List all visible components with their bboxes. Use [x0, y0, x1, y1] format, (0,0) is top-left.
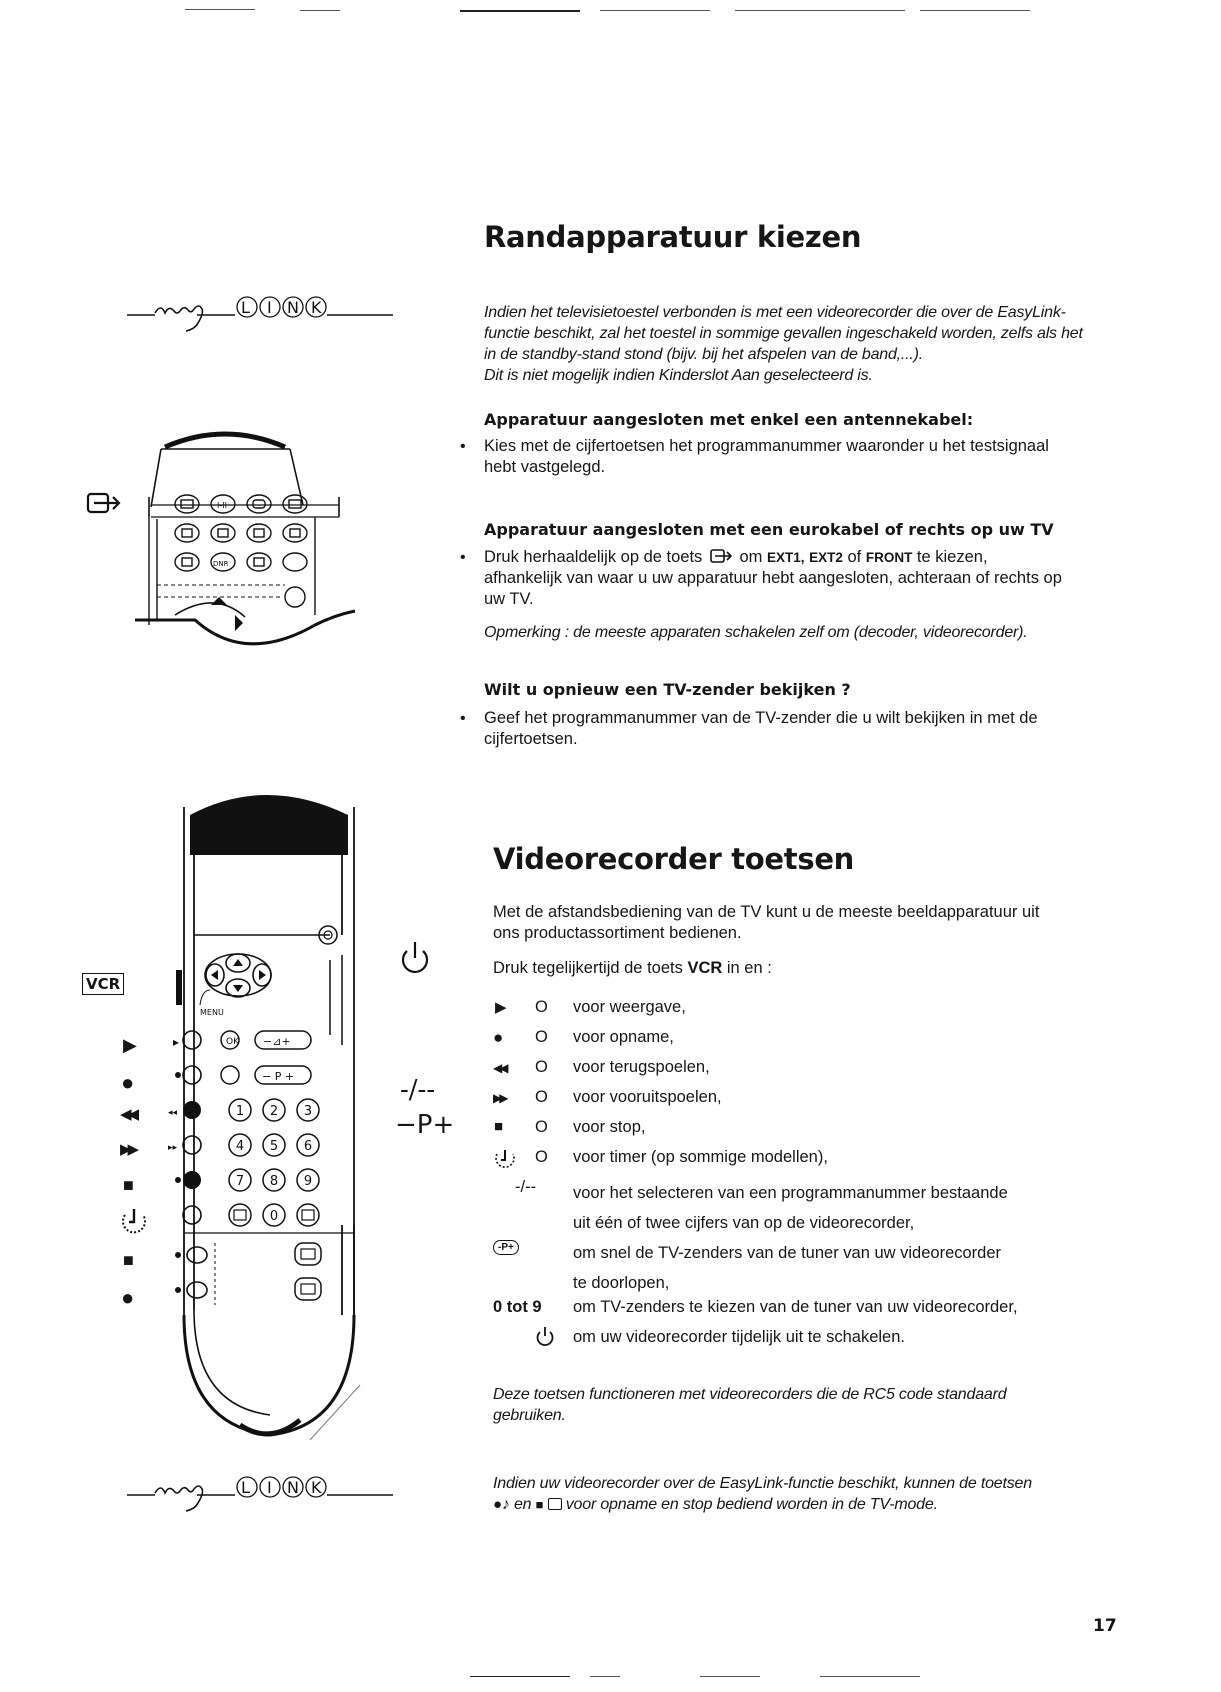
record-icon: ●: [121, 1070, 135, 1095]
press-post: in en :: [726, 959, 772, 977]
section1-title: Randapparatuur kiezen: [484, 220, 862, 254]
easylink-logo-bottom: [125, 1475, 395, 1520]
intro-line: Dit is niet mogelijk indien Kinderslot Aan geselecteerd is.: [484, 367, 873, 384]
sub2-line1: [484, 547, 1144, 568]
scan-marks-top: [0, 0, 1221, 20]
stop-icon: ■: [535, 1497, 544, 1512]
vcr-label: [82, 973, 124, 995]
record-icon: ●: [121, 1285, 135, 1310]
svg-text:K: K: [311, 298, 322, 317]
digit-key-label: 4: [235, 1139, 245, 1154]
svg-text:L: L: [241, 298, 250, 317]
easylink-post: voor opname en stop bediend worden in de TV-mode.: [565, 1496, 938, 1513]
row-text: voor weergave,: [573, 998, 686, 1016]
p-key-icon: [493, 1240, 519, 1255]
svg-text:◂◂: ◂◂: [168, 1108, 178, 1118]
digits-label: 0 tot 9: [493, 1298, 542, 1316]
intro-line: ons productassortiment bedienen.: [493, 924, 742, 942]
top-remote-key-label: I-II: [217, 501, 227, 510]
tv-square-icon: [548, 1498, 562, 1510]
bullet-line: hebt vastgelegd.: [484, 458, 606, 476]
svg-text:L: L: [241, 1478, 250, 1497]
power-icon: [535, 1326, 555, 1348]
row-text: voor stop,: [573, 1118, 646, 1136]
top-remote-key-label: DNR: [213, 560, 229, 568]
dash-key-side-label: -/--: [400, 1075, 436, 1105]
page-number: 17: [1093, 1616, 1117, 1636]
sub2-note: Opmerking : de meeste apparaten schakelen zelf om (decoder, videorecorder).: [484, 624, 1028, 641]
intro-line: functie beschikt, zal het toestel in sommige gevallen ingeschakeld worden, zelfs als het: [484, 325, 1083, 342]
sub3-bullet: [460, 708, 1124, 750]
bullet-line: Geef het programmanummer van de TV-zender die u wilt bekijken in met de: [484, 709, 1038, 727]
record-icon: ●: [493, 1496, 502, 1513]
row-text: om TV-zenders te kiezen van de tuner van uw videorecorder,: [573, 1298, 1018, 1316]
en-word: en: [513, 1496, 532, 1513]
easylink-note: [493, 1473, 1153, 1515]
sub1-heading: Apparatuur aangesloten met enkel een antennekabel:: [484, 410, 974, 429]
digit-key-label: 0: [269, 1209, 279, 1224]
row-text: om uw videorecorder tijdelijk uit te schakelen.: [573, 1328, 905, 1346]
rewind-icon: ◀◀: [120, 1106, 136, 1123]
function-rows: [493, 998, 1093, 1348]
press-vcr: VCR: [687, 959, 723, 977]
front-label: FRONT: [865, 550, 913, 565]
bullet-dot: •: [460, 710, 466, 727]
row-text: voor terugspoelen,: [573, 1058, 710, 1076]
digit-key-label: 3: [303, 1104, 313, 1119]
section1-intro: [484, 302, 1124, 386]
press-instruction: [493, 958, 772, 979]
source-icon: [710, 549, 732, 563]
note-line: Deze toetsen functioneren met videorecorders die de RC5 code standaard: [493, 1386, 1007, 1403]
p-key-text: -P+: [498, 1242, 514, 1253]
intro-line: Indien het televisietoestel verbonden is met een videorecorder die over de EasyLink-: [484, 304, 1066, 321]
o-key: O: [535, 1088, 548, 1106]
svg-text:N: N: [287, 298, 299, 317]
sub2-line1-post: te kiezen,: [916, 548, 988, 566]
svg-text:▸▸: ▸▸: [168, 1143, 178, 1153]
section2-intro: [493, 902, 1133, 944]
row-text: te doorlopen,: [573, 1274, 670, 1292]
source-key-icon: [86, 492, 122, 519]
bullet-line: afhankelijk van waar u uw apparatuur hebt aangesloten, achteraan of rechts op: [484, 569, 1062, 587]
p-key-side-label: −P+: [395, 1110, 455, 1140]
row-text: voor timer (op sommige modellen),: [573, 1148, 828, 1166]
stop-icon: ■: [123, 1175, 134, 1195]
bullet-line: Kies met de cijfertoetsen het programmanummer waaronder u het testsignaal: [484, 437, 1049, 455]
bullet-line: cijfertoetsen.: [484, 730, 578, 748]
forward-icon: ▶▶: [120, 1141, 136, 1158]
note-icon: ♪: [501, 1496, 510, 1513]
o-key: O: [535, 1058, 548, 1076]
vcr-label-text: VCR: [86, 975, 121, 993]
row-text: om snel de TV-zenders van de tuner van uw videorecorder: [573, 1244, 1002, 1262]
svg-text:N: N: [287, 1478, 299, 1497]
timer-icon: [493, 1148, 517, 1170]
top-remote-illustration: [135, 425, 375, 650]
stop-icon: ■: [494, 1118, 504, 1135]
easylink-note-line2: [493, 1494, 1153, 1515]
press-pre: Druk tegelijkertijd de toets: [493, 959, 683, 977]
p-key-label: − P +: [262, 1070, 295, 1083]
stop-icon: ■: [123, 1250, 134, 1270]
o-key: O: [535, 998, 548, 1016]
easylink-logo-top: [125, 295, 395, 340]
ext1-label: EXT1,: [767, 550, 805, 565]
o-key: O: [535, 1148, 548, 1166]
vcr-remote-illustration: [170, 785, 375, 1455]
svg-text:▸: ▸: [173, 1035, 180, 1049]
left-function-icons: [120, 1035, 160, 1315]
sub2-line1-mid: om: [739, 548, 763, 566]
bullet-dot: •: [460, 549, 466, 566]
section2-title: Videorecorder toetsen: [493, 842, 855, 876]
timer-icon: [120, 1208, 148, 1234]
bullet-dot: •: [460, 438, 466, 455]
bar-key-label: −⊿+: [263, 1035, 291, 1048]
easylink-logo-text: easy LINK: [125, 339, 130, 340]
rewind-icon: ◀◀: [493, 1061, 506, 1075]
digit-key-label: 9: [303, 1174, 313, 1189]
digit-key-label: 1: [235, 1104, 245, 1119]
o-key: O: [535, 1028, 548, 1046]
intro-line: Met de afstandsbediening van de TV kunt u de meeste beeldapparatuur uit: [493, 903, 1040, 921]
row-text: uit één of twee cijfers van op de videorecorder,: [573, 1214, 915, 1232]
play-icon: ▶: [495, 999, 507, 1016]
sub1-bullet: [460, 436, 1124, 478]
menu-key-label: MENU: [200, 1008, 224, 1017]
sub3-heading: Wilt u opnieuw een TV-zender bekijken ?: [484, 680, 851, 699]
intro-line: in de standby-stand stond (bijv. bij het afspelen van de band,...).: [484, 346, 924, 363]
section2-note: [493, 1384, 1133, 1426]
ok-key-label: OK: [226, 1037, 239, 1047]
dash-key-label: -/--: [515, 1178, 537, 1196]
sub2-bullet: [460, 547, 1144, 610]
svg-text:I: I: [267, 1478, 272, 1497]
svg-text:K: K: [311, 1478, 322, 1497]
digit-key-label: 7: [235, 1174, 245, 1189]
digit-key-label: 5: [269, 1139, 279, 1154]
record-icon: ●: [493, 1028, 504, 1047]
digit-key-label: 8: [269, 1174, 279, 1189]
digit-key-label: 6: [303, 1139, 313, 1154]
note-line: Indien uw videorecorder over de EasyLink-functie beschikt, kunnen de toetsen: [493, 1475, 1032, 1492]
forward-icon: ▶▶: [493, 1091, 506, 1105]
note-line: gebruiken.: [493, 1407, 566, 1424]
ext2-label: EXT2: [809, 550, 843, 565]
o-key: O: [535, 1118, 548, 1136]
bullet-line: uw TV.: [484, 590, 534, 608]
sub2-line1-pre: Druk herhaaldelijk op de toets: [484, 548, 703, 566]
power-icon: [398, 940, 432, 978]
digit-key-label: 2: [269, 1104, 279, 1119]
row-text: voor het selecteren van een programmanummer bestaande: [573, 1184, 1008, 1202]
of-word: of: [847, 548, 862, 566]
row-text: voor vooruitspoelen,: [573, 1088, 722, 1106]
row-text: voor opname,: [573, 1028, 674, 1046]
svg-text:I: I: [267, 298, 272, 317]
play-icon: ▶: [123, 1035, 137, 1055]
scan-marks-bottom: [0, 1670, 1221, 1690]
sub2-heading: Apparatuur aangesloten met een eurokabel of rechts op uw TV: [484, 520, 1054, 539]
